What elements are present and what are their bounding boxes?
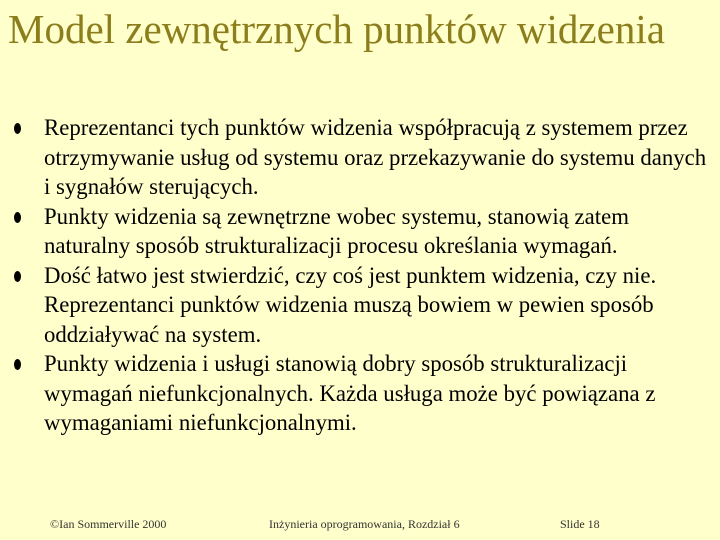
bullet-dot-icon [14, 212, 21, 223]
bullet-item [0, 349, 720, 438]
footer-course: Inżynieria oprogramowania, Rozdział 6 [269, 517, 460, 531]
footer-author: ©Ian Sommerville 2000 [50, 517, 167, 531]
bullet-text: Punkty widzenia i usługi stanowią dobry sposób strukturalizacji wymagań niefunkcjonalnych. Każda usługa może być powiązana z wymaganiami niefunkcjonalnymi. [44, 351, 656, 435]
bullet-dot-icon [14, 359, 21, 370]
footer-slide-number: Slide 18 [560, 517, 600, 531]
slide-title: Model zewnętrznych punktów widzenia [8, 6, 665, 52]
bullet-list [0, 113, 720, 438]
bullet-dot-icon [14, 271, 21, 282]
bullet-text: Reprezentanci tych punktów widzenia współpracują z systemem przez otrzymywanie usług od systemu oraz przekazywanie do systemu danych i sygnałów sterujących. [44, 115, 707, 199]
bullet-text: Dość łatwo jest stwierdzić, czy coś jest punktem widzenia, czy nie. Reprezentanci punktów widzenia muszą bowiem w pewien sposób oddziaływać na system. [44, 262, 657, 347]
bullet-text: Punkty widzenia są zewnętrzne wobec systemu, stanowią zatem naturalny sposób strukturalizacji procesu określania wymagań. [44, 203, 629, 258]
bullet-item [0, 202, 720, 261]
bullet-item [0, 113, 720, 202]
bullet-dot-icon [14, 123, 21, 134]
bullet-item [0, 261, 720, 350]
